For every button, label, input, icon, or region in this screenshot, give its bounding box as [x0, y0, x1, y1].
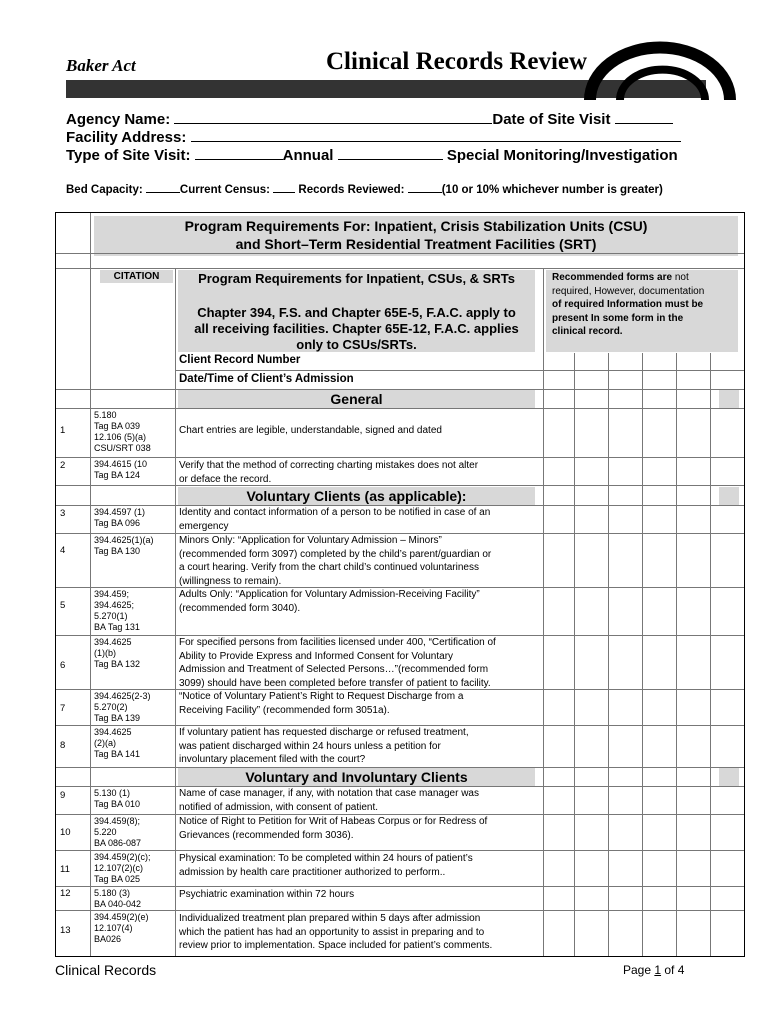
citation-header: CITATION	[113, 271, 160, 282]
form-title: Clinical Records Review	[326, 48, 588, 75]
requirements-table	[55, 212, 745, 957]
type-line	[66, 146, 678, 164]
row-number: 11	[60, 864, 70, 875]
text-line: which the patient has had an opportunity to assist in preparing and to	[179, 926, 485, 938]
note-normal1: not	[672, 272, 689, 283]
row-line	[56, 910, 744, 911]
row-citation	[94, 535, 174, 557]
type-label: Type of Site Visit:	[66, 147, 191, 164]
row-citation	[94, 788, 174, 810]
col-line	[90, 213, 91, 956]
date-field[interactable]	[615, 110, 673, 124]
citation-line: 5.130 (1)	[94, 788, 131, 798]
footer-label: Clinical Records	[55, 962, 157, 978]
text-line: (recommended form 3097) completed by the child’s parent/guardian or	[179, 548, 492, 560]
date-label: Date of Site Visit	[492, 111, 611, 128]
page-indicator	[623, 963, 684, 977]
row-number: 13	[60, 925, 71, 936]
text-line: Physical examination: To be completed within 24 hours of patient’s	[179, 853, 473, 864]
row-text	[179, 459, 478, 486]
section-voluntary: Voluntary Clients (as applicable):	[246, 488, 467, 504]
row-number: 12	[60, 888, 71, 899]
section-general: General	[330, 391, 383, 407]
text-line: For specified persons from facilities licensed under 400, “Certification of	[179, 637, 496, 648]
chapter-line1: Chapter 394, F.S. and Chapter 65E-5, F.A.C. apply to	[197, 305, 516, 320]
chapter-line3: only to CSUs/SRTs.	[296, 337, 417, 352]
row-text	[179, 424, 442, 438]
note-bold2: of required Information must be	[552, 299, 704, 310]
text-line: If voluntary patient has requested discharge or refused treatment,	[179, 727, 469, 738]
row-line	[56, 457, 744, 458]
citation-line: 394.459(8);	[94, 816, 141, 826]
citation-line: (2)(a)	[94, 738, 116, 748]
citation-line: Tag BA 124	[94, 470, 141, 480]
citation-line: BA Tag 131	[94, 622, 140, 632]
special-label: Special Monitoring/Investigation	[446, 147, 678, 164]
text-line: Grievances (recommended form 3036).	[179, 829, 354, 841]
row-text	[179, 787, 479, 814]
page-suffix: of 4	[661, 963, 685, 977]
citation-line: BA 040-042	[94, 899, 142, 909]
row-number: 5	[60, 600, 66, 611]
text-line: 3099) should have been completed before transfer of patient to facility.	[179, 677, 491, 689]
annual-label: Annual	[282, 147, 334, 164]
text-line: Ability to Provide Express and Informed Consent for Voluntary	[179, 650, 454, 662]
row-citation	[94, 816, 174, 849]
row-citation	[94, 459, 174, 481]
citation-line: 12.107(2)(c)	[94, 863, 144, 873]
row-text	[179, 912, 492, 953]
row-line	[56, 767, 744, 768]
address-label: Facility Address:	[66, 129, 187, 146]
program-title	[94, 217, 738, 253]
citation-line: Tag BA 025	[94, 874, 141, 884]
citation-line: 394.459;	[94, 589, 130, 599]
agency-line	[66, 110, 673, 128]
address-field[interactable]	[191, 128, 681, 142]
text-line: (recommended form 3040).	[179, 602, 301, 614]
text-line: Chart entries are legible, understandable, signed and dated	[179, 425, 442, 436]
row-text	[179, 888, 354, 902]
citation-line: Tag BA 010	[94, 799, 141, 809]
citation-line: 394.4625(1)(a)	[94, 535, 154, 545]
capacity-line	[66, 182, 663, 196]
text-line: review prior to implementation. Space included for patient’s comments.	[179, 940, 493, 951]
text-line: a court hearing. Verify from the chart child’s continued voluntariness	[179, 562, 479, 573]
col-line	[642, 353, 643, 956]
agency-field[interactable]	[174, 110, 492, 124]
row-citation	[94, 589, 174, 633]
citation-line: Tag BA 141	[94, 749, 141, 759]
section-tail-3	[719, 768, 739, 786]
row-line	[56, 253, 744, 254]
row-citation	[94, 507, 174, 529]
agency-label: Agency Name:	[66, 111, 171, 128]
citation-line: BA026	[94, 934, 122, 944]
row-number: 3	[60, 508, 66, 519]
section-vol-invol: Voluntary and Involuntary Clients	[245, 769, 468, 785]
row-citation	[94, 691, 174, 724]
citation-line: 394.4597 (1)	[94, 507, 146, 517]
row-line	[56, 850, 744, 851]
text-line: Admission and Treatment of Selected Persons…”(recommended form	[179, 664, 489, 675]
census-label: Current Census:	[179, 184, 270, 196]
row-number: 10	[60, 827, 71, 838]
page-prefix: Page	[623, 963, 655, 977]
bed-capacity-label: Bed Capacity:	[66, 184, 143, 196]
row-number: 9	[60, 790, 66, 801]
text-line: Adults Only: “Application for Voluntary Admission-Receiving Facility”	[179, 589, 480, 600]
row-number: 4	[60, 545, 66, 556]
text-line: “Notice of Voluntary Patient’s Right to Request Discharge from a	[179, 691, 464, 702]
row-citation	[94, 637, 174, 670]
text-line: involuntary placement filed with the court?	[179, 754, 366, 765]
row-text	[179, 506, 490, 533]
text-line: admission by health care practitioner authorized to perform..	[179, 866, 446, 878]
row-text	[179, 534, 491, 588]
citation-line: 394.4625;	[94, 600, 135, 610]
text-line: Psychiatric examination within 72 hours	[179, 889, 355, 900]
citation-line: 5.180	[94, 410, 117, 420]
chapter-text	[178, 305, 535, 353]
col-line	[608, 353, 609, 956]
row-citation	[94, 727, 174, 760]
citation-line: 5.220	[94, 827, 117, 837]
citation-line: 5.270(2)	[94, 702, 128, 712]
row-citation	[94, 888, 174, 910]
citation-line: Tag BA 132	[94, 659, 141, 669]
col-line	[543, 268, 544, 956]
row-text	[179, 852, 473, 879]
row-citation	[94, 410, 174, 454]
citation-line: Tag BA 096	[94, 518, 141, 528]
row-number: 7	[60, 703, 66, 714]
section-tail-1	[719, 390, 739, 408]
col-line	[676, 353, 677, 956]
text-line: Receiving Facility” (recommended form 3051a).	[179, 704, 390, 716]
row-line	[56, 886, 744, 887]
census-field[interactable]	[273, 182, 295, 193]
citation-line: 394.459(2)(e)	[94, 912, 149, 922]
address-line	[66, 128, 681, 146]
col-line	[175, 268, 176, 956]
citation-line: 394.459(2)(c);	[94, 852, 151, 862]
annual-field[interactable]	[195, 146, 283, 160]
citation-line: 394.4625	[94, 637, 132, 647]
logo-arc-icon	[580, 40, 740, 110]
citation-line: Tag BA 039	[94, 421, 141, 431]
citation-line: 5.270(1)	[94, 611, 128, 621]
citation-line: 394.4625	[94, 727, 132, 737]
citation-line: 12.107(4)	[94, 923, 133, 933]
row-number: 1	[60, 425, 66, 436]
row-line	[56, 408, 744, 409]
row-text	[179, 726, 469, 767]
client-record-label: Client Record Number	[179, 354, 301, 366]
text-line: emergency	[179, 520, 229, 532]
program-title-line1: Program Requirements For: Inpatient, Crisis Stabilization Units (CSU)	[184, 218, 648, 234]
col-line	[710, 353, 711, 956]
program-title-line2: and Short–Term Residential Treatment Facilities (SRT)	[235, 236, 597, 252]
citation-line: 12.106 (5)(a)	[94, 432, 147, 442]
note-bold3: present In some form in the	[552, 312, 684, 324]
row-number: 6	[60, 660, 66, 671]
citation-line: 394.4615 (10	[94, 459, 148, 469]
page-number: 1	[654, 963, 662, 977]
row-citation	[94, 852, 174, 885]
text-line: or deface the record.	[179, 473, 272, 485]
reviewed-note: (10 or 10% whichever number is greater)	[441, 184, 663, 196]
row-number: 8	[60, 740, 66, 751]
section-tail-2	[719, 487, 739, 505]
citation-line: BA 086-087	[94, 838, 142, 848]
note-normal2: required, However, documentation	[552, 285, 705, 297]
row-citation	[94, 912, 174, 945]
row-text	[179, 588, 480, 615]
bed-capacity-field[interactable]	[146, 182, 180, 193]
reviewed-field[interactable]	[408, 182, 442, 193]
row-line	[175, 370, 744, 371]
citation-line: (1)(b)	[94, 648, 116, 658]
citation-line: 5.180 (3)	[94, 888, 131, 898]
row-number: 2	[60, 460, 66, 471]
text-line: Minors Only: “Application for Voluntary Admission – Minors”	[179, 535, 442, 546]
text-line: (willingness to remain).	[179, 575, 282, 587]
row-text	[179, 690, 463, 717]
admission-label: Date/Time of Client’s Admission	[179, 373, 354, 385]
row-line	[56, 389, 744, 390]
forms-note	[552, 271, 738, 339]
text-line: Notice of Right to Petition for Writ of Habeas Corpus or for Redress of	[179, 816, 488, 827]
text-line: Individualized treatment plan prepared within 5 days after admission	[179, 913, 481, 924]
req-header: Program Requirements for Inpatient, CSUs, & SRTs	[198, 271, 515, 286]
special-field[interactable]	[338, 146, 443, 160]
citation-line: Tag BA 139	[94, 713, 141, 723]
chapter-line2: all receiving facilities. Chapter 65E-12, F.A.C. applies	[194, 321, 519, 336]
text-line: Identity and contact information of a person to be notified in case of an	[179, 507, 491, 518]
program-name: Baker Act	[66, 56, 136, 75]
text-line: Name of case manager, if any, with notation that case manager was	[179, 788, 479, 799]
text-line: notified of admission, with consent of patient.	[179, 801, 379, 813]
reviewed-label: Records Reviewed:	[298, 184, 405, 196]
note-bold4: clinical record.	[552, 326, 623, 337]
note-bold1: Recommended forms are	[552, 272, 673, 283]
citation-line: Tag BA 130	[94, 546, 141, 556]
row-line	[56, 268, 744, 269]
citation-line: 394.4625(2-3)	[94, 691, 151, 701]
text-line: Verify that the method of correcting charting mistakes does not alter	[179, 460, 479, 471]
row-text	[179, 636, 496, 690]
row-text	[179, 815, 487, 842]
col-line	[574, 353, 575, 956]
text-line: was patient discharged within 24 hours unless a petition for	[179, 740, 441, 752]
citation-line: CSU/SRT 038	[94, 443, 151, 453]
